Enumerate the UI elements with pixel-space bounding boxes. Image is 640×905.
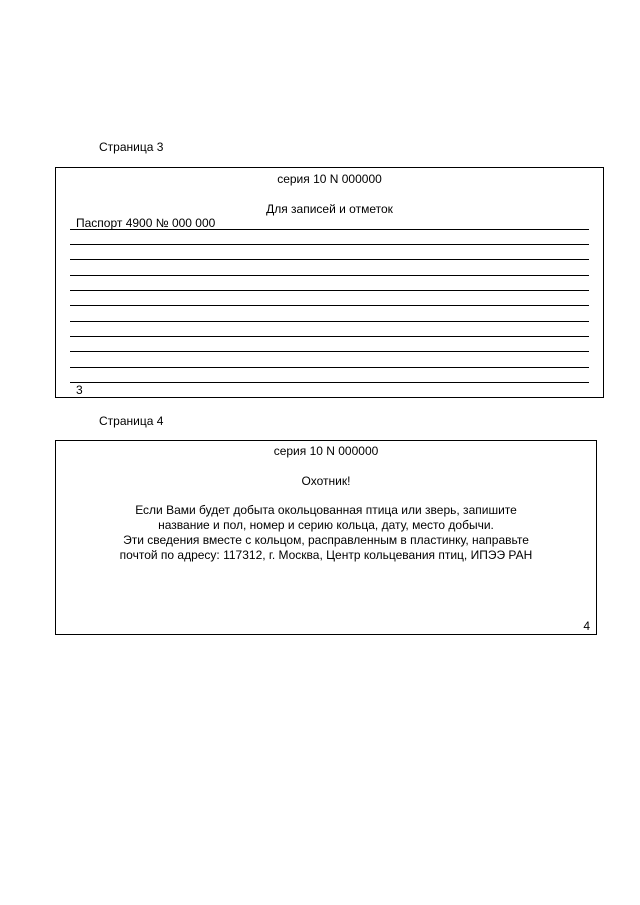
instruction-line: Если Вами будет добыта окольцованная птица или зверь, запишите [135, 503, 517, 517]
writing-line [70, 275, 589, 276]
page-3-card [55, 167, 604, 398]
writing-line [70, 351, 589, 352]
instruction-line: Эти сведения вместе с кольцом, расправленным в пластинку, направьте [123, 533, 529, 547]
writing-line [70, 259, 589, 260]
writing-line [70, 367, 589, 368]
instruction-text [56, 503, 596, 563]
instruction-line: название и пол, номер и серию кольца, дату, место добычи. [158, 518, 494, 532]
instruction-line: почтой по адресу: 117312, г. Москва, Центр кольцевания птиц, ИПЭЭ РАН [119, 548, 533, 562]
page-number: 4 [583, 619, 590, 633]
writing-line [70, 382, 589, 383]
writing-line [70, 290, 589, 291]
page-4-card [55, 440, 597, 635]
writing-line [70, 244, 589, 245]
notes-heading: Для записей и отметок [266, 202, 393, 216]
writing-line [70, 305, 589, 306]
writing-line [70, 229, 589, 230]
greeting: Охотник! [301, 474, 351, 488]
writing-line [70, 336, 589, 337]
page-number: 3 [76, 383, 83, 397]
series-number: серия 10 N 000000 [273, 444, 379, 458]
series-number: серия 10 N 000000 [277, 172, 382, 186]
writing-line [70, 321, 589, 322]
page-3-label: Страница 3 [99, 140, 164, 154]
page-4-label: Страница 4 [99, 414, 164, 428]
passport-number: Паспорт 4900 № 000 000 [76, 216, 216, 230]
